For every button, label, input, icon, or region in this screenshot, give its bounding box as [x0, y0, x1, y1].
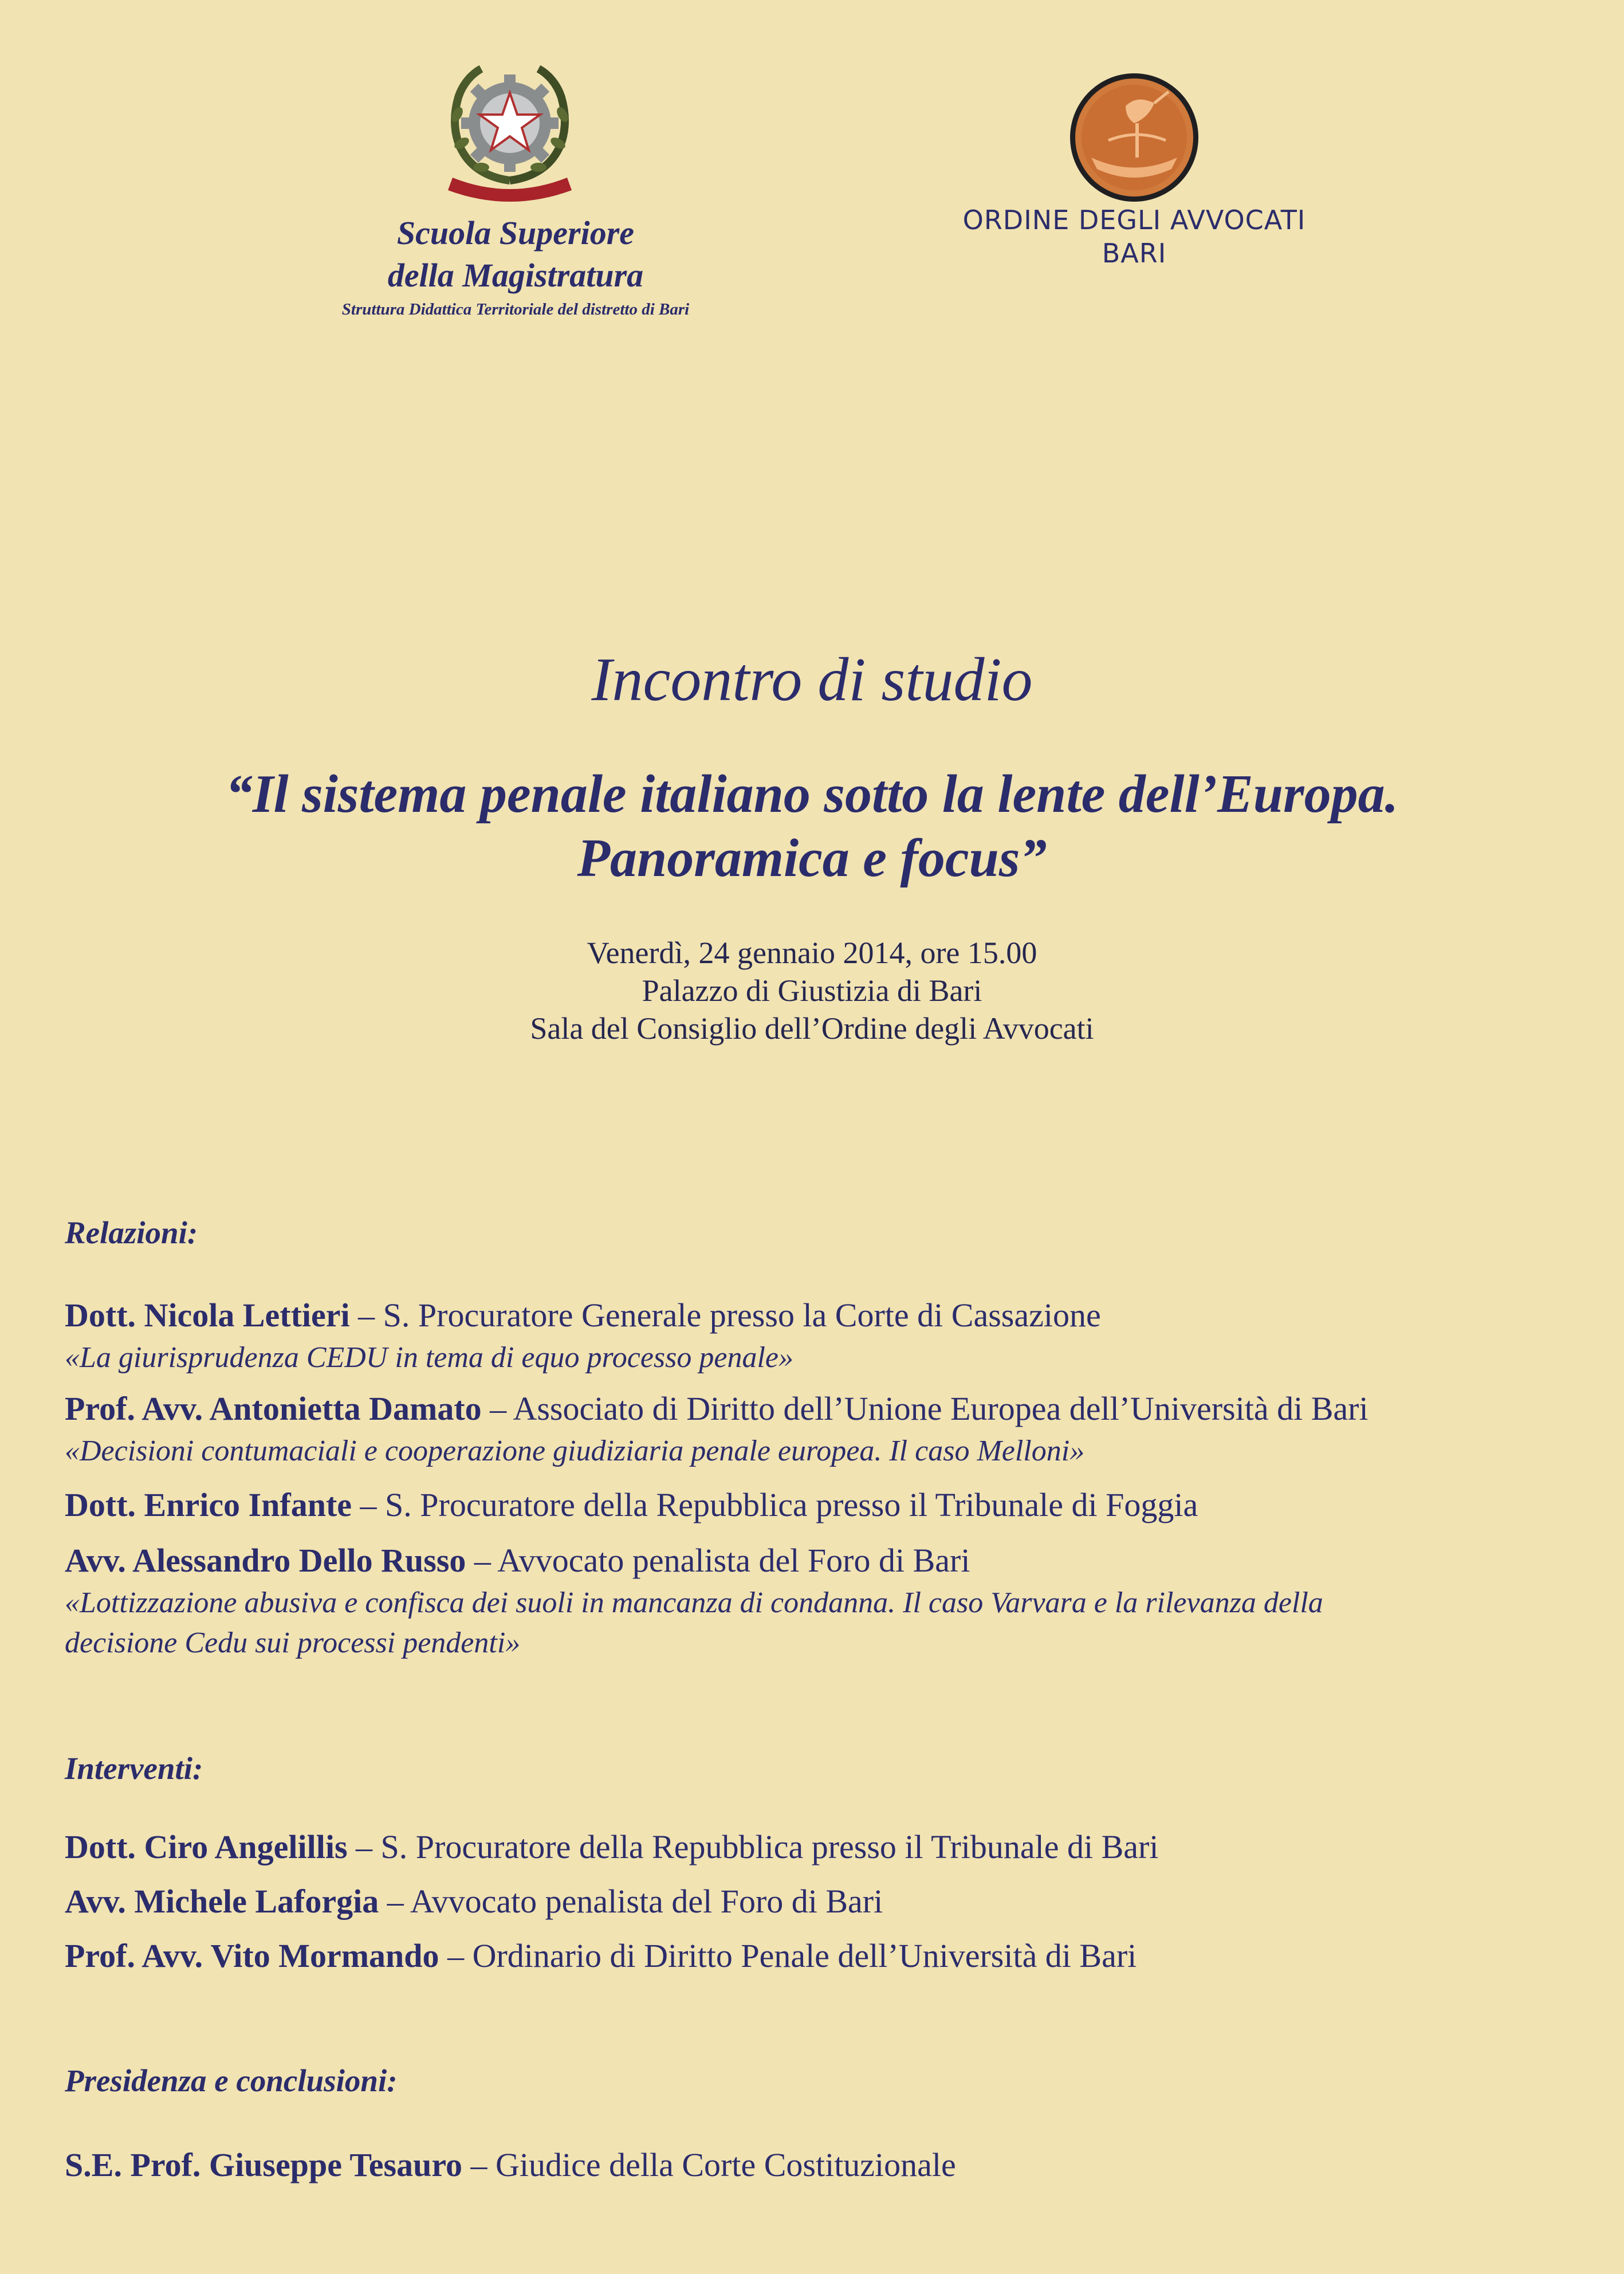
event-title-line1: “Il sistema penale italiano sotto la lente dell’Europa. — [225, 764, 1399, 824]
speaker-line — [65, 2146, 956, 2184]
speaker-name: Dott. Enrico Infante — [65, 1486, 352, 1523]
speaker-line — [65, 1882, 883, 1920]
event-place: Palazzo di Giustizia di Bari — [642, 973, 982, 1008]
bar-association-line1: ORDINE DEGLI AVVOCATI — [962, 205, 1306, 235]
bar-association-name — [917, 203, 1352, 270]
talk-title: «Lottizzazione abusiva e confisca dei suoli in mancanza di condanna. Il caso Varvara e la rilevanza della — [65, 1586, 1323, 1619]
event-room: Sala del Consiglio dell’Ordine degli Avvocati — [530, 1011, 1094, 1046]
school-subtitle: Struttura Didattica Territoriale del distretto di Bari — [341, 300, 690, 319]
speaker-line — [65, 1937, 1137, 1975]
event-info — [0, 934, 1624, 1047]
italian-republic-emblem — [441, 57, 579, 206]
school-name-line2: della Magistratura — [387, 257, 644, 294]
relazioni-heading: Relazioni: — [65, 1215, 198, 1250]
school-name-line1: Scuola Superiore — [396, 214, 635, 252]
speaker-line — [65, 1296, 1101, 1334]
speaker-name: Prof. Avv. Vito Mormando — [65, 1937, 439, 1974]
talk-title: «La giurisprudenza CEDU in tema di equo processo penale» — [65, 1341, 793, 1374]
presidenza-heading: Presidenza e conclusioni: — [65, 2063, 398, 2098]
speaker-role: – Ordinario di Diritto Penale dell’Università di Bari — [439, 1937, 1137, 1974]
speaker-name: Dott. Nicola Lettieri — [65, 1297, 350, 1334]
speaker-name: Avv. Alessandro Dello Russo — [65, 1542, 466, 1579]
speaker-name: S.E. Prof. Giuseppe Tesauro — [65, 2146, 463, 2183]
speaker-line — [65, 1828, 1158, 1866]
speaker-line — [65, 1486, 1198, 1524]
speaker-role: – S. Procuratore della Repubblica presso il Tribunale di Foggia — [352, 1486, 1198, 1523]
bar-association-line2: BARI — [1102, 238, 1167, 269]
speaker-role: – S. Procuratore della Repubblica presso il Tribunale di Bari — [347, 1828, 1159, 1865]
speaker-line — [65, 1541, 970, 1580]
event-type: Incontro di studio — [591, 646, 1033, 714]
speaker-line — [65, 1389, 1369, 1428]
speaker-name: Dott. Ciro Angelillis — [65, 1828, 348, 1865]
speaker-role: – Giudice della Corte Costituzionale — [462, 2146, 956, 2183]
talk-title: «Decisioni contumaciali e cooperazione giudiziaria penale europea. Il caso Melloni» — [65, 1435, 1085, 1467]
bar-association-medal-logo — [1068, 72, 1200, 203]
event-title-line2: Panoramica e focus” — [577, 828, 1047, 888]
school-name — [275, 212, 756, 297]
speaker-name: Avv. Michele Laforgia — [65, 1883, 379, 1920]
interventi-heading: Interventi: — [65, 1751, 203, 1786]
event-title — [0, 762, 1624, 890]
speaker-role: – S. Procuratore Generale presso la Corte di Cassazione — [349, 1297, 1101, 1334]
talk-title-continued: decisione Cedu sui processi pendenti» — [65, 1627, 521, 1659]
speaker-name: Prof. Avv. Antonietta Damato — [65, 1390, 482, 1427]
event-date: Venerdì, 24 gennaio 2014, ore 15.00 — [587, 936, 1037, 970]
speaker-role: – Avvocato penalista del Foro di Bari — [466, 1542, 970, 1579]
speaker-role: – Associato di Diritto dell’Unione Europea dell’Università di Bari — [481, 1390, 1369, 1427]
speaker-role: – Avvocato penalista del Foro di Bari — [379, 1883, 883, 1920]
